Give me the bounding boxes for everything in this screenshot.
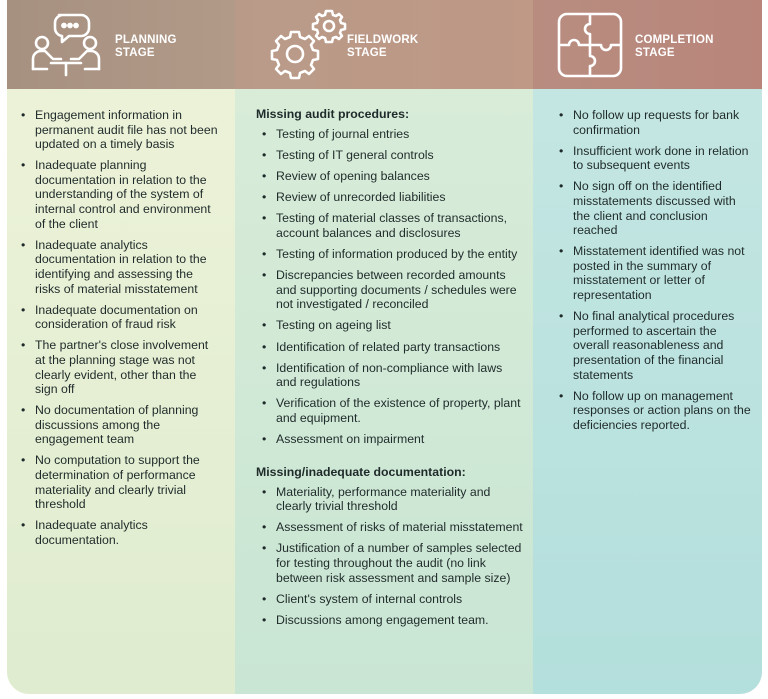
- list-item: • No final analytical procedures performed to ascertain the overall reasonableness and presentation of the financial statements: [553, 309, 753, 382]
- list-item: • Testing on ageing list: [256, 318, 524, 333]
- planning-title-line2: STAGE: [115, 47, 155, 59]
- list-item: • Review of unrecorded liabilities: [256, 190, 524, 205]
- fieldwork-title-line1: FIELDWORK: [347, 34, 419, 46]
- missing-documentation-list: [256, 485, 524, 628]
- completion-header: [533, 0, 762, 89]
- completion-issue-list: [553, 108, 753, 439]
- fieldwork-stage-title: [347, 34, 418, 60]
- planning-stage-title: [115, 34, 177, 60]
- fieldwork-body: [235, 89, 533, 694]
- fieldwork-header: [235, 0, 533, 89]
- list-item: • Inadequate documentation on consideration of fraud risk: [15, 303, 220, 332]
- list-item: • Assessment on impairment: [256, 432, 524, 447]
- list-item: • Testing of information produced by the entity: [256, 247, 524, 262]
- list-item: • Inadequate planning documentation in relation to the understanding of the system of internal control and environment of the client: [15, 158, 220, 231]
- planning-issue-list: [15, 108, 220, 554]
- meeting-discussion-icon: [27, 9, 107, 81]
- list-item: • Discrepancies between recorded amounts and supporting documents / schedules were not investigated / reconciled: [256, 268, 524, 312]
- completion-title-line2: STAGE: [635, 47, 675, 59]
- list-item: • Materiality, performance materiality and clearly trivial threshold: [256, 485, 524, 514]
- planning-title-line1: PLANNING: [115, 34, 177, 46]
- list-item: • Client's system of internal controls: [256, 592, 524, 607]
- completion-body: [533, 89, 762, 694]
- list-item: • Testing of IT general controls: [256, 148, 524, 163]
- list-item: • No follow up on management responses or action plans on the deficiencies reported.: [553, 389, 753, 433]
- list-item: • Testing of journal entries: [256, 127, 524, 142]
- list-item: • Identification of non-compliance with laws and regulations: [256, 361, 524, 390]
- fieldwork-content: [256, 107, 524, 634]
- list-item: • No documentation of planning discussions among the engagement team: [15, 403, 220, 447]
- list-item: • No sign off on the identified misstatements discussed with the client and conclusion reached: [553, 179, 753, 237]
- list-item: • Assessment of risks of material misstatement: [256, 520, 524, 535]
- list-item: • Inadequate analytics documentation in relation to the identifying and assessing the risks of material misstatement: [15, 238, 220, 296]
- completion-title-line1: COMPLETION: [635, 34, 714, 46]
- list-item: • The partner's close involvement at the planning stage was not clearly evident, other than the sign off: [15, 338, 220, 396]
- planning-body: [7, 89, 235, 694]
- list-item: • Discussions among engagement team.: [256, 613, 524, 628]
- list-item: • No computation to support the determination of performance materiality and clearly trivial threshold: [15, 453, 220, 511]
- list-item: • Engagement information in permanent audit file has not been updated on a timely basis: [15, 108, 220, 152]
- planning-header: [7, 0, 235, 89]
- missing-documentation-heading: Missing/inadequate documentation:: [256, 464, 466, 479]
- list-item: • Insufficient work done in relation to subsequent events: [553, 144, 753, 173]
- gears-icon: [265, 6, 351, 82]
- list-item: • Inadequate analytics documentation.: [15, 518, 220, 547]
- list-item: • Justification of a number of samples selected for testing throughout the audit (no link between risk assessment and sample size): [256, 541, 524, 585]
- list-item: • Identification of related party transactions: [256, 340, 524, 355]
- list-item: • No follow up requests for bank confirmation: [553, 108, 753, 137]
- list-item: • Misstatement identified was not posted in the summary of misstatement or letter of representation: [553, 244, 753, 302]
- list-item: • Testing of material classes of transactions, account balances and disclosures: [256, 211, 524, 240]
- completion-stage-title: [635, 34, 714, 60]
- puzzle-icon: [555, 10, 625, 80]
- missing-procedures-list: [256, 127, 524, 447]
- missing-procedures-heading: Missing audit procedures:: [256, 107, 410, 121]
- list-item: • Review of opening balances: [256, 169, 524, 184]
- fieldwork-title-line2: STAGE: [347, 47, 387, 59]
- list-item: • Verification of the existence of property, plant and equipment.: [256, 396, 524, 425]
